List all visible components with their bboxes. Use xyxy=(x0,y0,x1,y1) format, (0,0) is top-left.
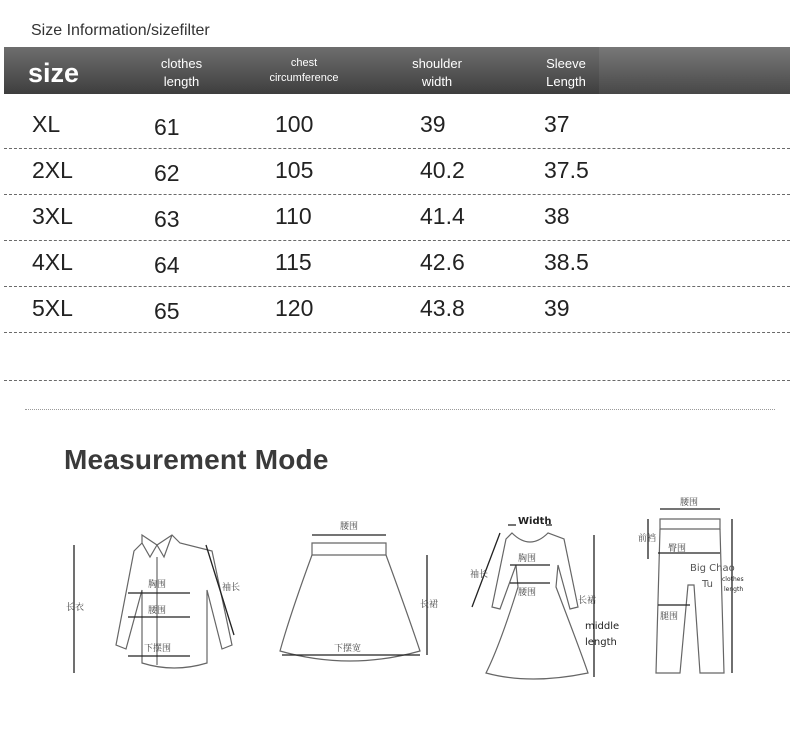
header-size: size xyxy=(28,58,80,88)
skirt-diagram xyxy=(270,495,440,685)
sleeve-cell: 37.5 xyxy=(544,157,589,183)
clothes-length-cell: 65 xyxy=(154,298,180,324)
shirt-hem-label: 下摆围 xyxy=(144,644,172,654)
clothes-length-cell: 61 xyxy=(154,114,180,140)
pants-rise-label: 前裆 xyxy=(638,534,657,544)
shirt-diagram xyxy=(62,495,262,685)
chest-cell: 110 xyxy=(275,203,312,229)
pants-waist-label: 腰围 xyxy=(680,498,699,508)
table-empty-row xyxy=(4,334,790,381)
pants-length-label-2: length xyxy=(724,586,744,593)
sleeve-cell: 39 xyxy=(544,295,570,321)
skirt-hem-label: 下摆宽 xyxy=(334,644,362,654)
shoulder-cell: 39 xyxy=(420,111,446,137)
measurement-title: Measurement Mode xyxy=(64,444,329,475)
shirt-length-label: 长衣 xyxy=(66,603,85,613)
pants-brand-label-1: Big Chao xyxy=(690,563,735,574)
dress-length-label: 长裙 xyxy=(578,596,597,606)
clothes-length-cell: 63 xyxy=(154,206,180,232)
header-sleeve-length: Sleeve Length xyxy=(546,56,586,89)
dress-diagram xyxy=(460,495,620,695)
chest-cell: 100 xyxy=(275,111,314,137)
shirt-chest-label: 胸围 xyxy=(148,580,167,590)
size-cell: 2XL xyxy=(32,157,73,183)
pants-thigh-label: 腿围 xyxy=(660,612,679,622)
size-cell: 4XL xyxy=(32,249,73,275)
dress-sleeve-label: 袖长 xyxy=(470,570,489,580)
table-row xyxy=(4,286,790,333)
size-cell: 3XL xyxy=(32,203,73,229)
pants-length-label-1: clothes xyxy=(722,576,744,583)
shoulder-cell: 41.4 xyxy=(420,203,465,229)
pants-hip-label: 臀围 xyxy=(668,544,687,554)
dress-length-text: length xyxy=(585,637,617,648)
pants-diagram xyxy=(628,495,788,690)
header-shoulder-width: shoulder width xyxy=(412,56,462,89)
shirt-waist-label: 腰围 xyxy=(148,606,167,616)
table-row xyxy=(4,102,790,149)
clothes-length-cell: 64 xyxy=(154,252,180,278)
shirt-sleeve-label: 袖长 xyxy=(222,583,241,593)
page-title: Size Information/sizefilter xyxy=(31,22,210,39)
dress-width-label: Width xyxy=(518,516,552,527)
table-row xyxy=(4,240,790,287)
table-row xyxy=(4,148,790,195)
sleeve-cell: 37 xyxy=(544,111,570,137)
section-divider xyxy=(25,409,775,410)
size-cell: XL xyxy=(32,111,61,137)
shoulder-cell: 40.2 xyxy=(420,157,465,183)
sleeve-cell: 38 xyxy=(544,203,570,229)
shoulder-cell: 43.8 xyxy=(420,295,465,321)
dress-chest-label: 胸围 xyxy=(518,554,537,564)
dress-waist-label: 腰围 xyxy=(518,588,537,598)
skirt-waist-label: 腰围 xyxy=(340,522,359,532)
header-fade xyxy=(599,47,790,94)
sleeve-cell: 38.5 xyxy=(544,249,589,275)
chest-cell: 115 xyxy=(275,249,312,275)
shoulder-cell: 42.6 xyxy=(420,249,465,275)
table-row xyxy=(4,194,790,241)
header-chest-circumference: chest circumference xyxy=(269,57,339,84)
chest-cell: 120 xyxy=(275,295,314,321)
pants-brand-label-2: Tu xyxy=(702,579,713,590)
table-header xyxy=(4,47,790,94)
header-clothes-length: clothes length xyxy=(160,56,203,89)
clothes-length-cell: 62 xyxy=(154,160,180,186)
size-cell: 5XL xyxy=(32,295,73,321)
chest-cell: 105 xyxy=(275,157,314,183)
dress-middle-label: middle xyxy=(585,621,620,632)
skirt-length-label: 长裙 xyxy=(420,600,439,610)
